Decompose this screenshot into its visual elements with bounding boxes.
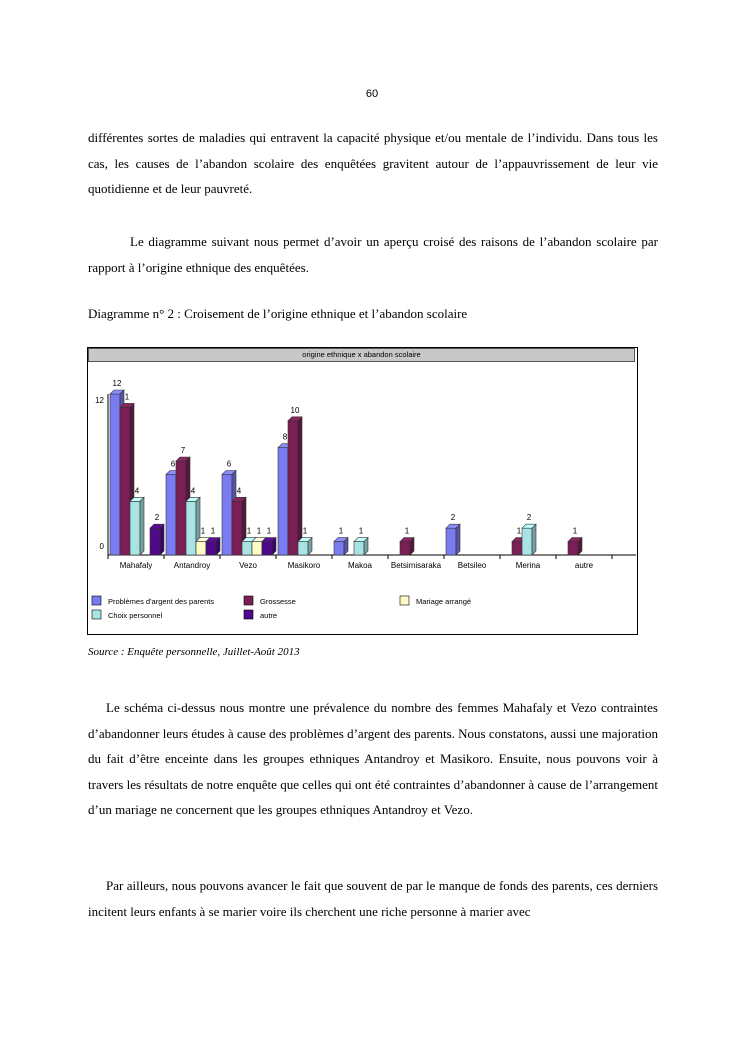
bar	[446, 528, 456, 555]
bar-side	[532, 524, 536, 555]
bar	[568, 542, 578, 555]
y-tick-label: 0	[99, 542, 104, 551]
bar-side	[140, 497, 144, 555]
bar	[232, 501, 242, 555]
bar	[166, 475, 176, 556]
data-label: 2	[450, 513, 456, 523]
data-label: 10	[290, 405, 300, 415]
bar	[512, 542, 522, 555]
x-tick-label: Betsileo	[457, 561, 487, 570]
bar	[522, 528, 532, 555]
legend-label: Choix personnel	[108, 611, 163, 620]
chart-plot	[88, 348, 637, 634]
data-label: 1	[200, 526, 206, 536]
bar	[354, 542, 364, 555]
data-label: 1	[302, 526, 308, 536]
paragraph-diagram-intro: Le diagramme suivant nous permet d’avoir un aperçu croisé des raisons de l’abandon scolaire par rapport à l’origine ethnique des enquêtées.	[88, 234, 658, 275]
legend-label: Problèmes d'argent des parents	[108, 597, 215, 606]
x-tick-label: Makoa	[347, 561, 373, 570]
bar	[242, 542, 252, 555]
bar-side	[160, 524, 164, 555]
legend-label: Mariage arrangé	[416, 597, 472, 606]
data-label: 4	[190, 486, 196, 496]
x-tick-label: Betsimisaraka	[390, 561, 442, 570]
data-label: 2	[526, 513, 532, 523]
data-label: 1	[124, 392, 130, 402]
chart-title: origine ethnique x abandon scolaire	[88, 348, 635, 362]
x-tick-label: Mahafaly	[119, 561, 153, 570]
data-label: 1	[516, 526, 522, 536]
bar	[196, 542, 206, 555]
bar	[400, 542, 410, 555]
bar	[176, 461, 186, 555]
data-label: 4	[236, 486, 242, 496]
bar	[222, 475, 232, 556]
bar	[150, 528, 160, 555]
legend-label: autre	[260, 611, 278, 620]
bar	[298, 542, 308, 555]
data-label: 6	[170, 459, 176, 469]
bar	[130, 501, 140, 555]
legend-swatch	[400, 596, 409, 605]
data-label: 12	[112, 379, 122, 388]
bar	[334, 542, 344, 555]
data-label: 8	[282, 432, 288, 442]
x-tick-label: Masikoro	[287, 561, 321, 570]
paragraph-conclusion: Par ailleurs, nous pouvons avancer le fait que souvent de par le manque de fonds des parents, ces derniers incitent leurs enfants à se marier voire ils cherchent une riche personne à marier avec	[88, 878, 658, 919]
figure-caption: Diagramme n° 2 : Croisement de l’origine ethnique et l’abandon scolaire	[88, 306, 468, 321]
data-label: 1	[338, 526, 344, 536]
bar	[110, 394, 120, 555]
bar	[186, 501, 196, 555]
bar-side	[456, 524, 460, 555]
bar	[206, 542, 216, 555]
legend-swatch	[92, 596, 101, 605]
bar	[262, 542, 272, 555]
data-label: 1	[404, 526, 410, 536]
bar	[120, 407, 130, 555]
legend-swatch	[92, 610, 101, 619]
data-label: 7	[180, 446, 186, 456]
x-tick-label: Merina	[515, 561, 541, 570]
bar	[278, 448, 288, 555]
data-label: 4	[134, 486, 140, 496]
bar	[252, 542, 262, 555]
legend-label: Grossesse	[260, 597, 296, 606]
legend-swatch	[244, 596, 253, 605]
x-tick-label: autre	[574, 561, 594, 570]
bar	[288, 421, 298, 555]
paragraph-intro: différentes sortes de maladies qui entravent la capacité physique et/ou mentale de l’individu. Dans tous les cas, les causes de l’abandon scolaire des enquêtées gravitent autour de l’appauvrissement de leur vie quotidienne et de leur pauvreté.	[88, 130, 658, 196]
data-label: 1	[210, 526, 216, 536]
legend-swatch	[244, 610, 253, 619]
data-label: 6	[226, 459, 232, 469]
data-label: 2	[154, 513, 160, 523]
data-label: 1	[256, 526, 262, 536]
data-label: 1	[358, 526, 364, 536]
data-label: 1	[246, 526, 252, 536]
paragraph-analysis: Le schéma ci-dessus nous montre une prévalence du nombre des femmes Mahafaly et Vezo contraintes d’abandonner leurs études à cause des problèmes d’argent des parents. Nous constatons, aussi une majoration du fait d’être enceinte dans les groupes ethniques Antandroy et Masikoro. Ensuite, nous pouvons voir à travers les résultats de notre enquête que celles qui ont été contraintes d’abandonner à cause de l’arrangement d’un mariage ne concernent que les groupes ethniques Antandroy et Vezo.	[88, 700, 658, 817]
bar-side	[298, 417, 302, 555]
data-label: 1	[572, 526, 578, 536]
figure-source: Source : Enquête personnelle, Juillet-Août 2013	[88, 646, 300, 658]
page-number: 60	[365, 88, 379, 100]
y-tick-label: 12	[95, 396, 104, 405]
x-tick-label: Antandroy	[173, 561, 211, 570]
bar-chart	[87, 347, 638, 635]
data-label: 1	[266, 526, 272, 536]
x-tick-label: Vezo	[239, 561, 257, 570]
